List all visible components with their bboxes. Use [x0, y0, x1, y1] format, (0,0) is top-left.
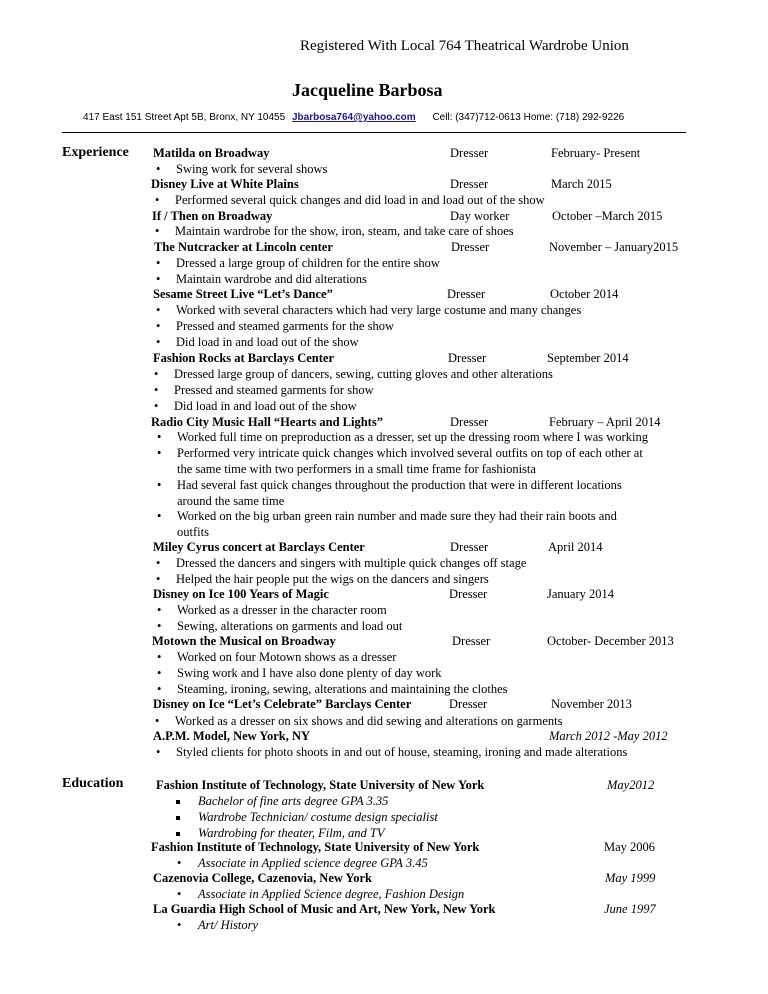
job-title: Matilda on Broadway [153, 146, 270, 160]
bullet-icon: • [156, 319, 161, 333]
job-bullet: Did load in and load out of the show [176, 335, 359, 349]
bullet-icon: • [154, 367, 159, 381]
job-bullet: Swing work and I have also done plenty of day work [177, 666, 442, 680]
union-registration: Registered With Local 764 Theatrical Wardrobe Union [300, 38, 629, 54]
job-bullet: Dressed a large group of children for the entire show [176, 256, 440, 270]
job-bullet: Swing work for several shows [176, 162, 328, 176]
job-date: February- Present [551, 146, 641, 160]
job-bullet-continuation: around the same time [177, 494, 285, 508]
job-role: Dresser [452, 634, 491, 648]
square-bullet-icon [176, 800, 180, 804]
bullet-icon: • [155, 224, 160, 238]
job-date: November – January2015 [549, 240, 679, 254]
bullet-icon: • [156, 335, 161, 349]
job-role: Dresser [450, 540, 489, 554]
job-bullet: Worked on the big urban green rain number and made sure they had their rain boots and [177, 509, 617, 523]
school-item: Associate in Applied science degree GPA 3.45 [198, 856, 428, 870]
bullet-icon: • [156, 745, 161, 759]
bullet-icon: • [177, 918, 182, 932]
bullet-icon: • [157, 446, 162, 460]
bullet-icon: • [177, 887, 182, 901]
job-title: Fashion Rocks at Barclays Center [153, 351, 335, 365]
job-bullet: Helped the hair people put the wigs on the dancers and singers [176, 572, 489, 586]
job-title: A.P.M. Model, New York, NY [153, 729, 311, 743]
bullet-icon: • [157, 650, 162, 664]
bullet-icon: • [157, 619, 162, 633]
bullet-icon: • [154, 383, 159, 397]
school-item: Wardrobing for theater, Film, and TV [198, 826, 385, 840]
experience-heading: Experience [62, 145, 129, 160]
job-bullet: Sewing, alterations on garments and load out [177, 619, 403, 633]
job-date: March 2015 [551, 177, 612, 191]
job-bullet: Worked on four Motown shows as a dresser [177, 650, 397, 664]
bullet-icon: • [156, 272, 161, 286]
job-bullet: Dressed large group of dancers, sewing, cutting gloves and other alterations [174, 367, 553, 381]
bullet-icon: • [157, 478, 162, 492]
job-title: Motown the Musical on Broadway [152, 634, 336, 648]
job-bullet-continuation: the same time with two performers in a small time frame for fashionista [177, 462, 536, 476]
bullet-icon: • [155, 714, 160, 728]
job-bullet: Pressed and steamed garments for the show [176, 319, 394, 333]
job-date: April 2014 [548, 540, 603, 554]
header-divider [62, 132, 686, 133]
bullet-icon: • [157, 682, 162, 696]
address: 417 East 151 Street Apt 5B, Bronx, NY 10455 [83, 112, 286, 123]
job-bullet: Performed very intricate quick changes which involved several outfits on top of each other at [177, 446, 643, 460]
job-role: Dresser [451, 240, 490, 254]
job-title: The Nutcracker at Lincoln center [154, 240, 333, 254]
job-title: Miley Cyrus concert at Barclays Center [153, 540, 365, 554]
school-item: Bachelor of fine arts degree GPA 3.35 [198, 794, 389, 808]
job-title: Disney Live at White Plains [151, 177, 299, 191]
job-title: Disney on Ice “Let’s Celebrate” Barclays Center [153, 697, 412, 711]
email-link[interactable]: Jbarbosa764@yahoo.com [291, 112, 416, 123]
bullet-icon: • [156, 303, 161, 317]
job-title: Radio City Music Hall “Hearts and Lights” [151, 415, 383, 429]
bullet-icon: • [156, 162, 161, 176]
job-bullet: Worked full time on preproduction as a dresser, set up the dressing room where I was working [177, 430, 648, 444]
bullet-icon: • [157, 430, 162, 444]
school-name: Fashion Institute of Technology, State University of New York [151, 840, 480, 854]
job-bullet: Performed several quick changes and did load in and load out of the show [175, 193, 545, 207]
phone-numbers: Cell: (347)712-0613 Home: (718) 292-9226 [432, 112, 625, 123]
job-bullet: Styled clients for photo shoots in and out of house, steaming, ironing and made alterations [176, 745, 628, 759]
applicant-name: Jacqueline Barbosa [292, 80, 443, 100]
square-bullet-icon [176, 816, 180, 820]
education-heading: Education [62, 776, 124, 791]
job-bullet: Had several fast quick changes throughout the production that were in different locations [177, 478, 622, 492]
job-title: If / Then on Broadway [152, 209, 273, 223]
bullet-icon: • [157, 666, 162, 680]
job-bullet: Maintain wardrobe and did alterations [176, 272, 367, 286]
contact-line [83, 112, 624, 123]
job-role: Dresser [449, 587, 488, 601]
bullet-icon: • [156, 556, 161, 570]
job-title: Disney on Ice 100 Years of Magic [153, 587, 329, 601]
job-date: October –March 2015 [552, 209, 663, 223]
job-role: Dresser [447, 287, 486, 301]
job-bullet: Worked as a dresser in the character room [177, 603, 387, 617]
job-bullet: Maintain wardrobe for the show, iron, steam, and take care of shoes [175, 224, 514, 238]
job-date: February – April 2014 [549, 415, 661, 429]
school-date: May 2006 [604, 840, 656, 854]
school-name: La Guardia High School of Music and Art, New York, New York [153, 902, 496, 916]
job-bullet: Dressed the dancers and singers with multiple quick changes off stage [176, 556, 527, 570]
job-title: Sesame Street Live “Let’s Dance” [153, 287, 333, 301]
job-bullet: Pressed and steamed garments for show [174, 383, 374, 397]
job-date: January 2014 [547, 587, 614, 601]
job-bullet: Steaming, ironing, sewing, alterations and maintaining the clothes [177, 682, 508, 696]
bullet-icon: • [157, 603, 162, 617]
job-bullet: Worked with several characters which had very large costume and many changes [176, 303, 582, 317]
job-date: November 2013 [551, 697, 632, 711]
job-date: September 2014 [547, 351, 629, 365]
job-role: Dresser [449, 697, 488, 711]
job-role: Dresser [450, 177, 489, 191]
job-role: Dresser [448, 351, 487, 365]
school-date: May2012 [607, 778, 655, 792]
job-role: Dresser [450, 146, 489, 160]
school-item: Associate in Applied Science degree, Fashion Design [198, 887, 465, 901]
job-date: October 2014 [550, 287, 619, 301]
bullet-icon: • [177, 856, 182, 870]
job-date: March 2012 -May 2012 [549, 729, 668, 743]
job-role: Dresser [450, 415, 489, 429]
bullet-icon: • [156, 256, 161, 270]
school-name: Fashion Institute of Technology, State University of New York [156, 778, 485, 792]
job-bullet: Did load in and load out of the show [174, 399, 357, 413]
bullet-icon: • [155, 193, 160, 207]
bullet-icon: • [157, 509, 162, 523]
job-bullet: Worked as a dresser on six shows and did sewing and alterations on garments [175, 714, 563, 728]
job-role: Day worker [450, 209, 510, 223]
school-date: May 1999 [605, 871, 656, 885]
school-item: Art/ History [198, 918, 259, 932]
bullet-icon: • [154, 399, 159, 413]
school-item: Wardrobe Technician/ costume design specialist [198, 810, 438, 824]
bullet-icon: • [156, 572, 161, 586]
school-name: Cazenovia College, Cazenovia, New York [153, 871, 372, 885]
job-bullet-continuation: outfits [177, 525, 209, 539]
school-date: June 1997 [604, 902, 656, 916]
job-date: October- December 2013 [547, 634, 674, 648]
square-bullet-icon [176, 832, 180, 836]
